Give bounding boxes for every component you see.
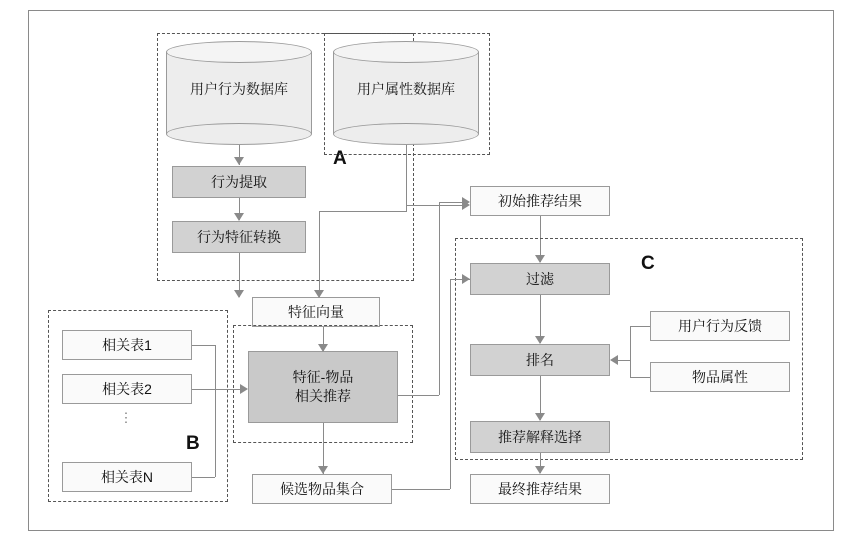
line-attr-db-left bbox=[319, 211, 407, 212]
line-candidate-right bbox=[392, 489, 450, 490]
line-attribute-left bbox=[630, 377, 650, 378]
node-final-recommend-result-label: 最终推荐结果 bbox=[498, 480, 582, 497]
line-attr-db-right bbox=[406, 205, 464, 206]
node-related-table-n[interactable] bbox=[62, 462, 192, 492]
line-b-bus bbox=[215, 345, 216, 477]
node-feature-item-recommend[interactable] bbox=[248, 351, 398, 423]
node-recommend-explain-select-label: 推荐解释选择 bbox=[498, 428, 582, 445]
arrow-transform-to-featvec bbox=[234, 290, 244, 298]
line-core-right-up bbox=[439, 202, 440, 395]
node-final-recommend-result[interactable] bbox=[470, 474, 610, 504]
db-user-attribute-top bbox=[333, 41, 479, 63]
node-feature-vector-label: 特征向量 bbox=[288, 303, 344, 320]
arrow-explain-to-final bbox=[535, 466, 545, 474]
node-item-attribute-label: 物品属性 bbox=[692, 368, 748, 385]
node-candidate-item-set[interactable] bbox=[252, 474, 392, 504]
group-b-label: B bbox=[186, 433, 200, 454]
node-user-behavior-feedback-label: 用户行为反馈 bbox=[678, 317, 762, 334]
node-related-table-1[interactable] bbox=[62, 330, 192, 360]
node-behavior-extract-label: 行为提取 bbox=[211, 173, 267, 190]
node-feature-vector[interactable] bbox=[252, 297, 380, 327]
arrow-candidate-to-filter bbox=[462, 274, 470, 284]
arrow-extract-to-transform bbox=[234, 213, 244, 221]
arrow-rank-to-explain bbox=[535, 413, 545, 421]
node-related-table-1-label: 相关表1 bbox=[102, 336, 152, 353]
db-user-behavior-label: 用户行为数据库 bbox=[190, 81, 288, 97]
arrow-attr-db-to-featvec bbox=[314, 290, 324, 298]
db-user-attribute bbox=[333, 41, 479, 145]
node-behavior-feature-transform[interactable] bbox=[172, 221, 306, 253]
node-rank-label: 排名 bbox=[526, 351, 554, 368]
node-initial-recommend-result-label: 初始推荐结果 bbox=[498, 192, 582, 209]
node-recommend-explain-select[interactable] bbox=[470, 421, 610, 453]
db-user-behavior-top bbox=[166, 41, 312, 63]
line-feedback-left bbox=[630, 326, 650, 327]
line-attr-db-down bbox=[406, 145, 407, 211]
group-c-label: C bbox=[641, 253, 655, 274]
node-related-table-n-label: 相关表N bbox=[100, 468, 154, 485]
node-item-attribute[interactable] bbox=[650, 362, 790, 392]
db-user-attribute-bottom bbox=[333, 123, 479, 145]
node-feature-item-recommend-label-2: 相关推荐 bbox=[295, 388, 351, 404]
node-filter-label: 过滤 bbox=[526, 270, 554, 287]
arrow-core-to-initial bbox=[462, 197, 470, 207]
line-candidate-up bbox=[450, 279, 451, 489]
arrow-core-to-candidate bbox=[318, 466, 328, 474]
line-core-up-to-initial bbox=[439, 202, 464, 203]
group-a-label: A bbox=[333, 148, 347, 169]
db-user-behavior-bottom bbox=[166, 123, 312, 145]
arrow-filter-to-rank bbox=[535, 336, 545, 344]
node-candidate-item-set-label: 候选物品集合 bbox=[280, 480, 364, 497]
line-table1-right bbox=[192, 345, 215, 346]
node-initial-recommend-result[interactable] bbox=[470, 186, 610, 216]
line-table2-right bbox=[192, 389, 215, 390]
line-join-vert-to-rank bbox=[630, 360, 631, 361]
node-filter[interactable] bbox=[470, 263, 610, 295]
arrow-join-to-rank bbox=[610, 355, 618, 365]
node-user-behavior-feedback[interactable] bbox=[650, 311, 790, 341]
line-core-right bbox=[398, 395, 439, 396]
line-attr-db-left-down bbox=[319, 211, 320, 297]
node-rank[interactable] bbox=[470, 344, 610, 376]
node-related-table-2-label: 相关表2 bbox=[102, 380, 152, 397]
node-behavior-extract[interactable] bbox=[172, 166, 306, 198]
arrow-featvec-to-core bbox=[318, 344, 328, 352]
arrow-db-to-extract bbox=[234, 157, 244, 165]
line-feedback-attr-join bbox=[630, 326, 631, 377]
related-table-ellipsis: ⋮ bbox=[119, 410, 135, 425]
node-behavior-feature-transform-label: 行为特征转换 bbox=[197, 228, 281, 245]
db-user-behavior bbox=[166, 41, 312, 145]
node-related-table-2[interactable] bbox=[62, 374, 192, 404]
line-tablen-right bbox=[192, 477, 215, 478]
db-user-attribute-label: 用户属性数据库 bbox=[357, 81, 455, 97]
node-feature-item-recommend-label-1: 特征-物品 bbox=[292, 369, 354, 386]
